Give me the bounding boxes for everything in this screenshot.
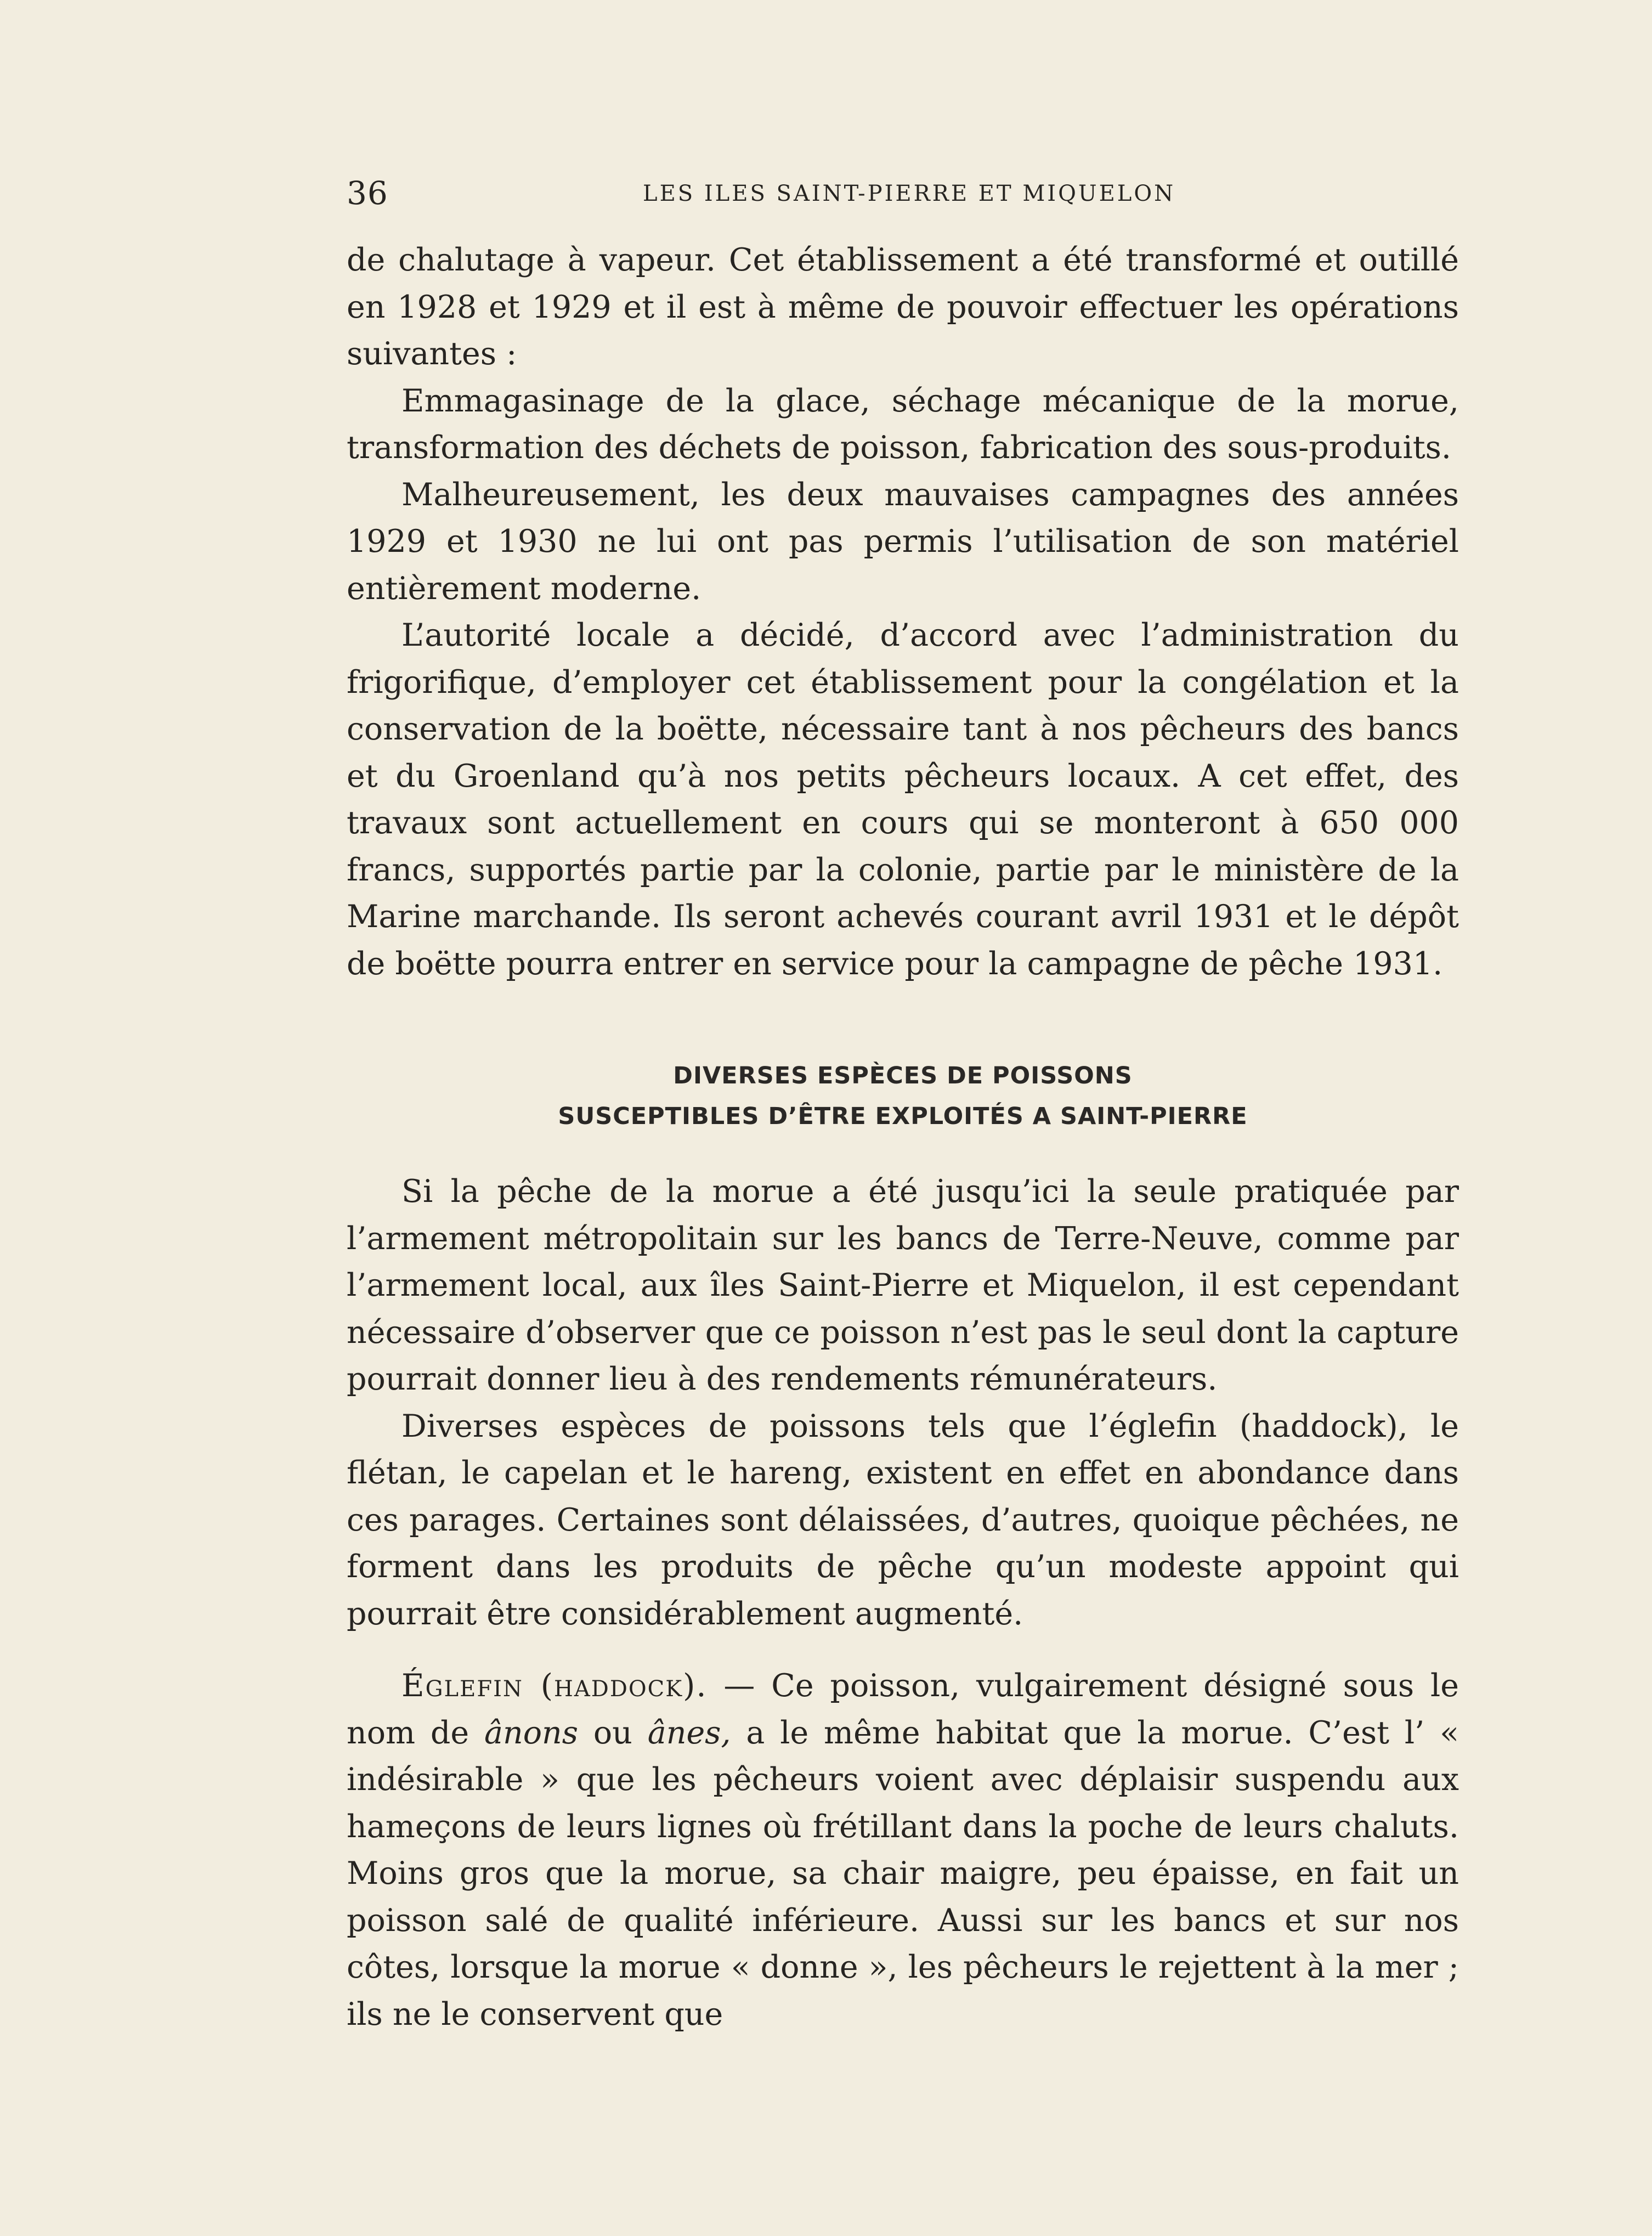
running-title: LES ILES SAINT-PIERRE ET MIQUELON xyxy=(643,181,1176,206)
paragraph-7-text: — Ce poisson, vulgairement désigné sous le nom de xyxy=(347,1668,1459,1751)
entry-lead-eglefin: Églefin (haddock). xyxy=(401,1668,708,1704)
section-heading-line-1: DIVERSES ESPÈCES DE POISSONS xyxy=(673,1062,1133,1089)
page-header xyxy=(347,174,1476,218)
paragraph-7-between: ou xyxy=(578,1714,648,1751)
paragraph-7-rest: a le même habitat que la morue. C’est l’ « indésirable » que les pêcheurs voient avec déplaisir suspendu aux hameçons de leurs lignes où frétillant dans la poche de leurs chaluts. Moins gros que la morue, sa chair maigre, peu épaisse, en fait un poisson salé de qualité inférieure. Aussi sur les bancs et sur nos côtes, lorsque la morue « donne », les pêcheurs le rejettent à la mer ; ils ne le conservent que xyxy=(347,1714,1459,2032)
paragraph-4: L’autorité locale a décidé, d’accord avec l’administration du frigorifique, d’employer cet établissement pour la congélation et la conservation de la boëtte, nécessaire tant à nos pêcheurs des bancs et du Groenland qu’à nos petits pêcheurs locaux. A cet effet, des travaux sont actuellement en cours qui se monteront à 650 000 francs, supportés partie par la colonie, partie par le ministère de la Marine marchande. Ils seront achevés courant avril 1931 et le dépôt de boëtte pourra entrer en service pour la campagne de pêche 1931. xyxy=(347,617,1459,982)
paragraph-2: Emmagasinage de la glace, séchage mécanique de la morue, transformation des déchets de poisson, fabrication des sous-produits. xyxy=(347,382,1459,466)
body-text xyxy=(347,237,1459,2038)
paragraph-7 xyxy=(347,1663,1459,2038)
paragraph-6: Diverses espèces de poissons tels que l’églefin (haddock), le flétan, le capelan et le hareng, existent en effet en abondance dans ces parages. Certaines sont délaissées, d’autres, quoique pêchées, ne forment dans les produits de pêche qu’un modeste appoint qui pourrait être considérablement augmenté. xyxy=(347,1408,1459,1632)
paragraph-5: Si la pêche de la morue a été jusqu’ici la seule pratiquée par l’armement métropolitain sur les bancs de Terre-Neuve, comme par l’armement local, aux îles Saint-Pierre et Miquelon, il est cependant nécessaire d’observer que ce poisson n’est pas le seul dont la capture pourrait donner lieu à des rendements rémunérateurs. xyxy=(347,1173,1459,1397)
paragraph-1: de chalutage à vapeur. Cet établissement a été transformé et outillé en 1928 et 1929 et il est à même de pouvoir effectuer les opérations suivantes : xyxy=(347,242,1459,372)
paragraph-3: Malheureusement, les deux mauvaises campagnes des années 1929 et 1930 ne lui ont pas permis l’utilisation de son matériel entièrement moderne. xyxy=(347,476,1459,607)
section-heading-line-2: SUSCEPTIBLES D’ÊTRE EXPLOITÉS A SAINT-PIERRE xyxy=(558,1103,1248,1130)
section-heading xyxy=(347,1055,1459,1137)
italic-anons: ânons xyxy=(484,1714,578,1751)
page-number: 36 xyxy=(347,174,388,212)
italic-anes: ânes, xyxy=(647,1714,731,1751)
